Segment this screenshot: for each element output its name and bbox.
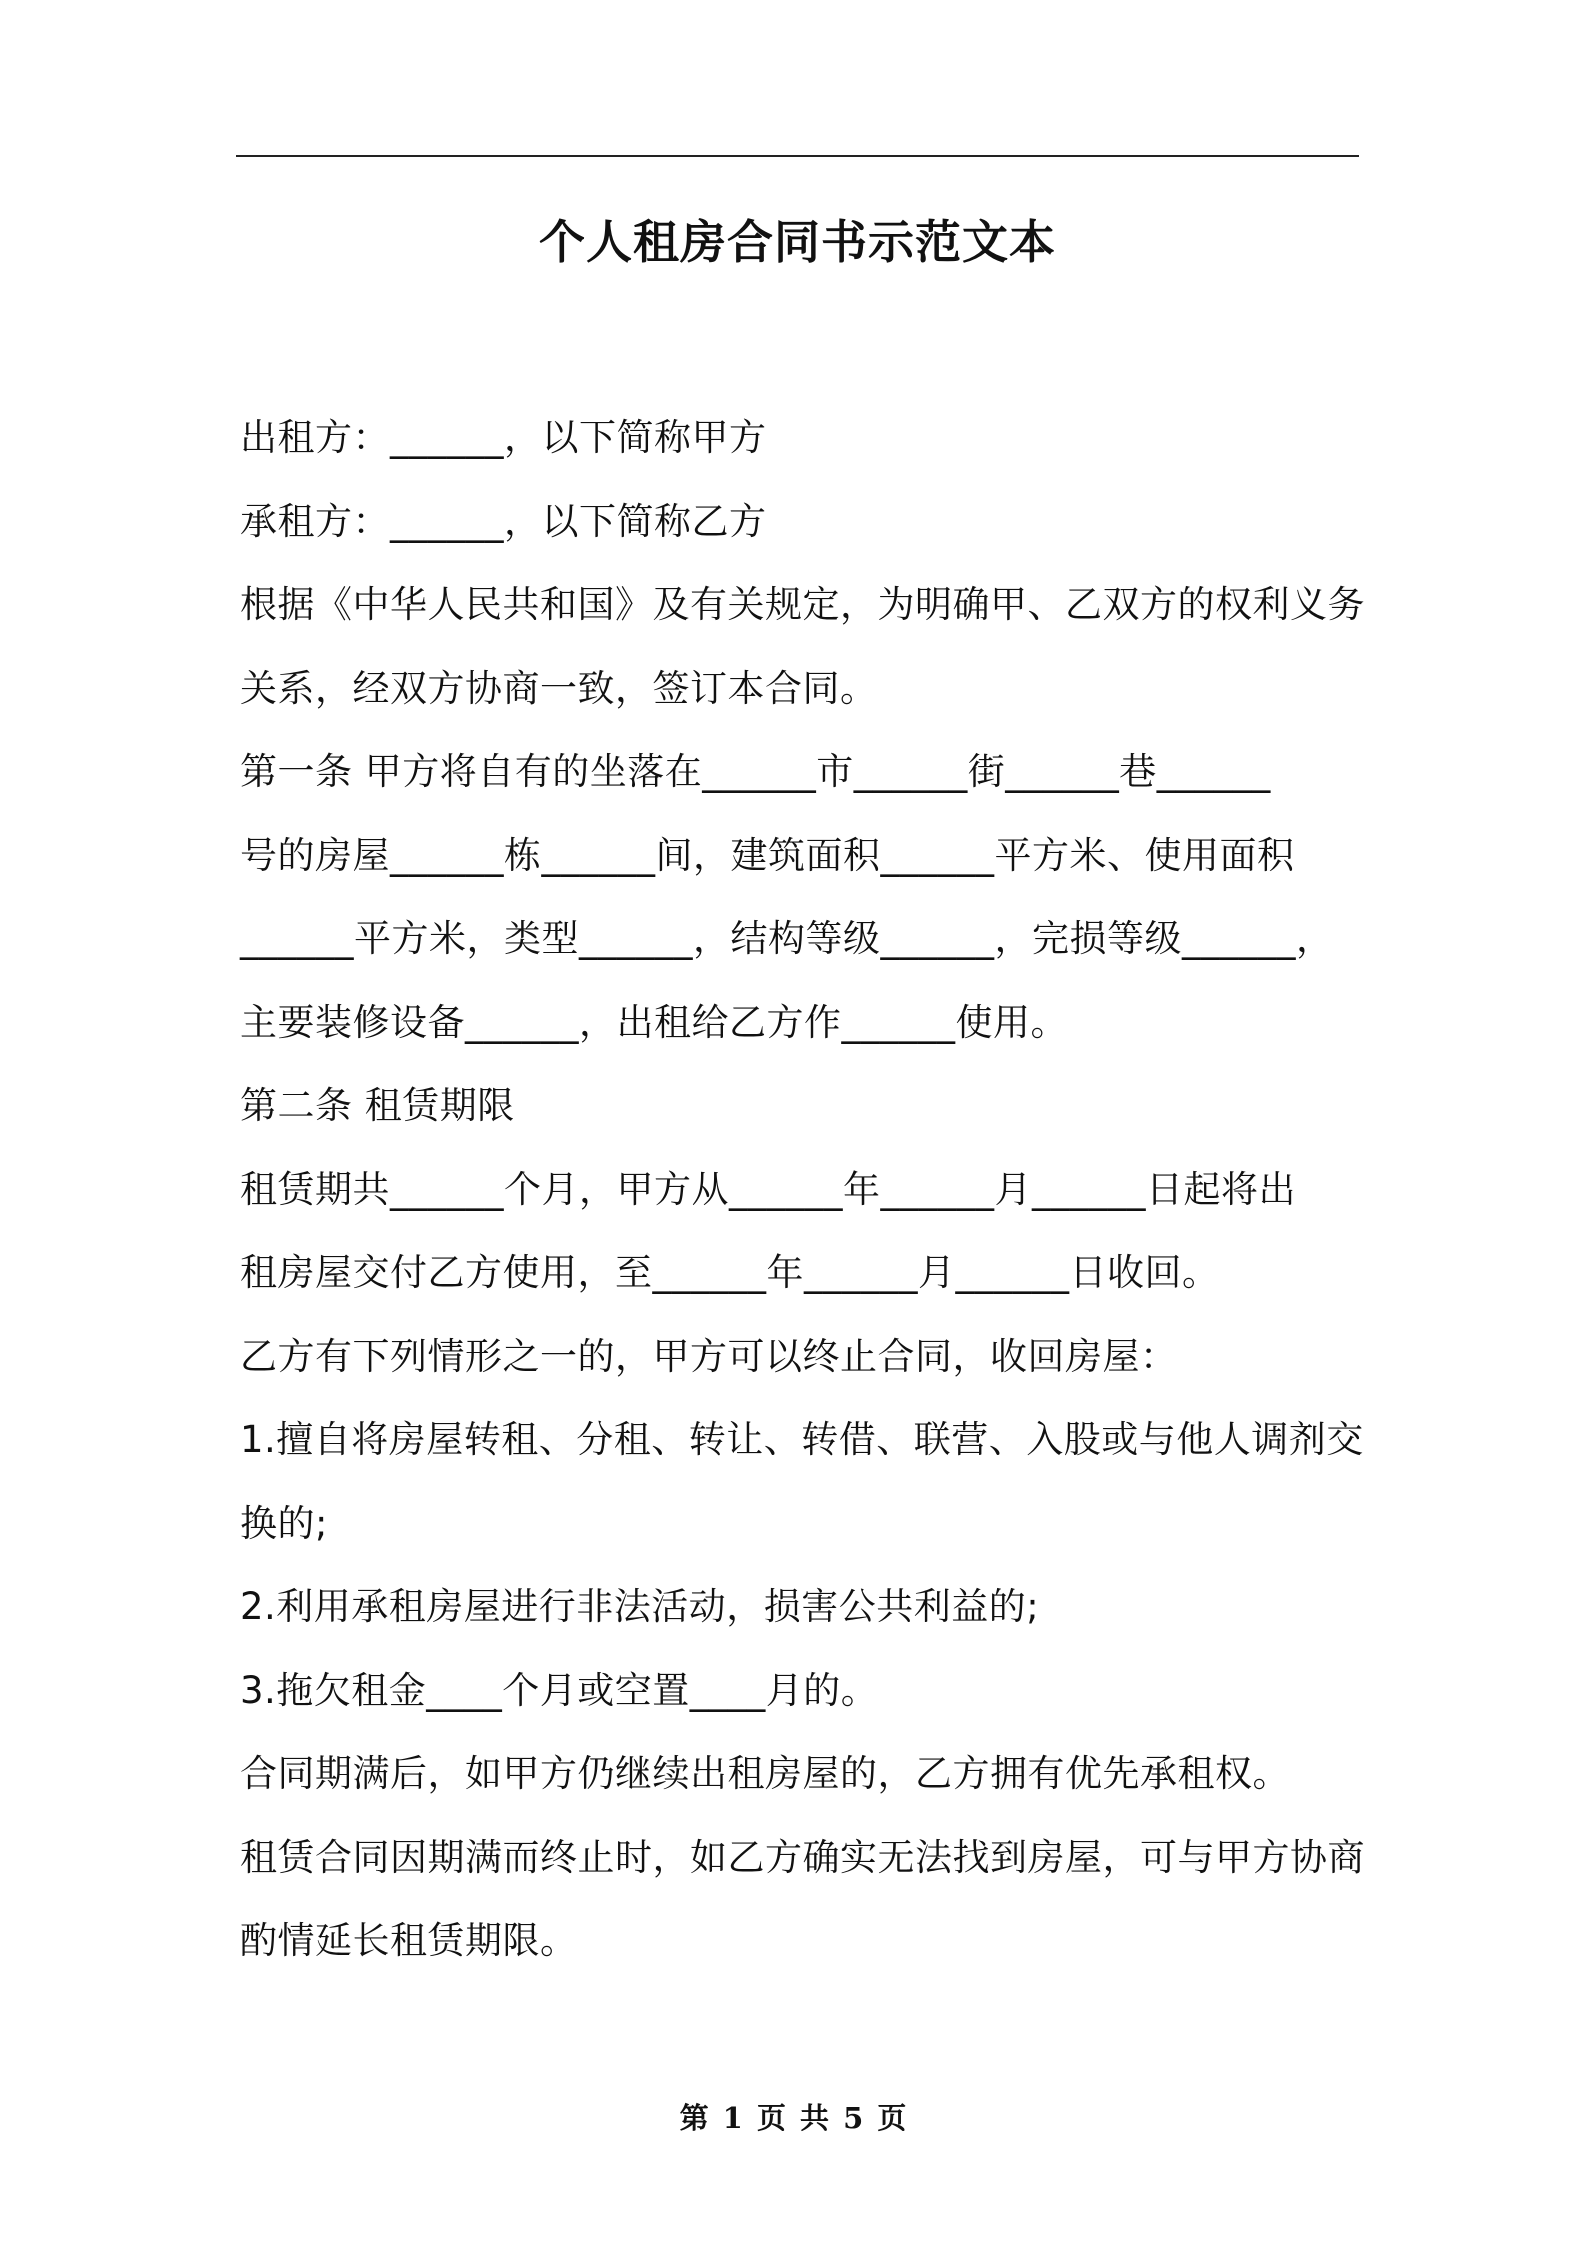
body-line: 承租方：______，以下简称乙方 xyxy=(240,499,767,543)
document-title: 个人租房合同书示范文本 xyxy=(539,215,1056,269)
body-line: 根据《中华人民共和国》及有关规定，为明确甲、乙双方的权利义务 xyxy=(240,583,1365,626)
body-line: 租赁期共______个月，甲方从______年______月______日起将出 xyxy=(240,1167,1296,1211)
body-line: 租房屋交付乙方使用，至______年______月______日收回。 xyxy=(240,1251,1220,1294)
page-number-footer: 第 1 页 共 5 页 xyxy=(679,2101,907,2135)
body-line: 2.利用承租房屋进行非法活动，损害公共利益的; xyxy=(240,1585,1040,1628)
body-line: 乙方有下列情形之一的，甲方可以终止合同，收回房屋： xyxy=(240,1334,1178,1378)
document-body xyxy=(240,408,1370,1995)
header-rule xyxy=(236,155,1359,157)
body-line: ______平方米，类型______，结构等级______，完损等级______， xyxy=(240,917,1334,960)
body-line: 换的; xyxy=(240,1501,328,1545)
body-line: 出租方：______，以下简称甲方 xyxy=(240,416,767,459)
body-line: 酌情延长租赁期限。 xyxy=(240,1919,578,1962)
body-line: 第一条 甲方将自有的坐落在______市______街______巷______ xyxy=(240,750,1271,793)
body-line: 1.擅自将房屋转租、分租、转让、转借、联营、入股或与他人调剂交 xyxy=(240,1418,1364,1461)
body-line: 第二条 租赁期限 xyxy=(240,1084,515,1127)
body-line: 合同期满后，如甲方仍继续出租房屋的，乙方拥有优先承租权。 xyxy=(240,1752,1290,1795)
body-line: 主要装修设备______，出租给乙方作______使用。 xyxy=(240,1000,1068,1044)
body-line: 租赁合同因期满而终止时，如乙方确实无法找到房屋，可与甲方协商 xyxy=(240,1835,1365,1879)
body-line: 关系，经双方协商一致，签订本合同。 xyxy=(240,666,878,710)
body-line: 号的房屋______栋______间，建筑面积______平方米、使用面积 xyxy=(240,833,1295,877)
body-line: 3.拖欠租金____个月或空置____月的。 xyxy=(240,1668,879,1712)
